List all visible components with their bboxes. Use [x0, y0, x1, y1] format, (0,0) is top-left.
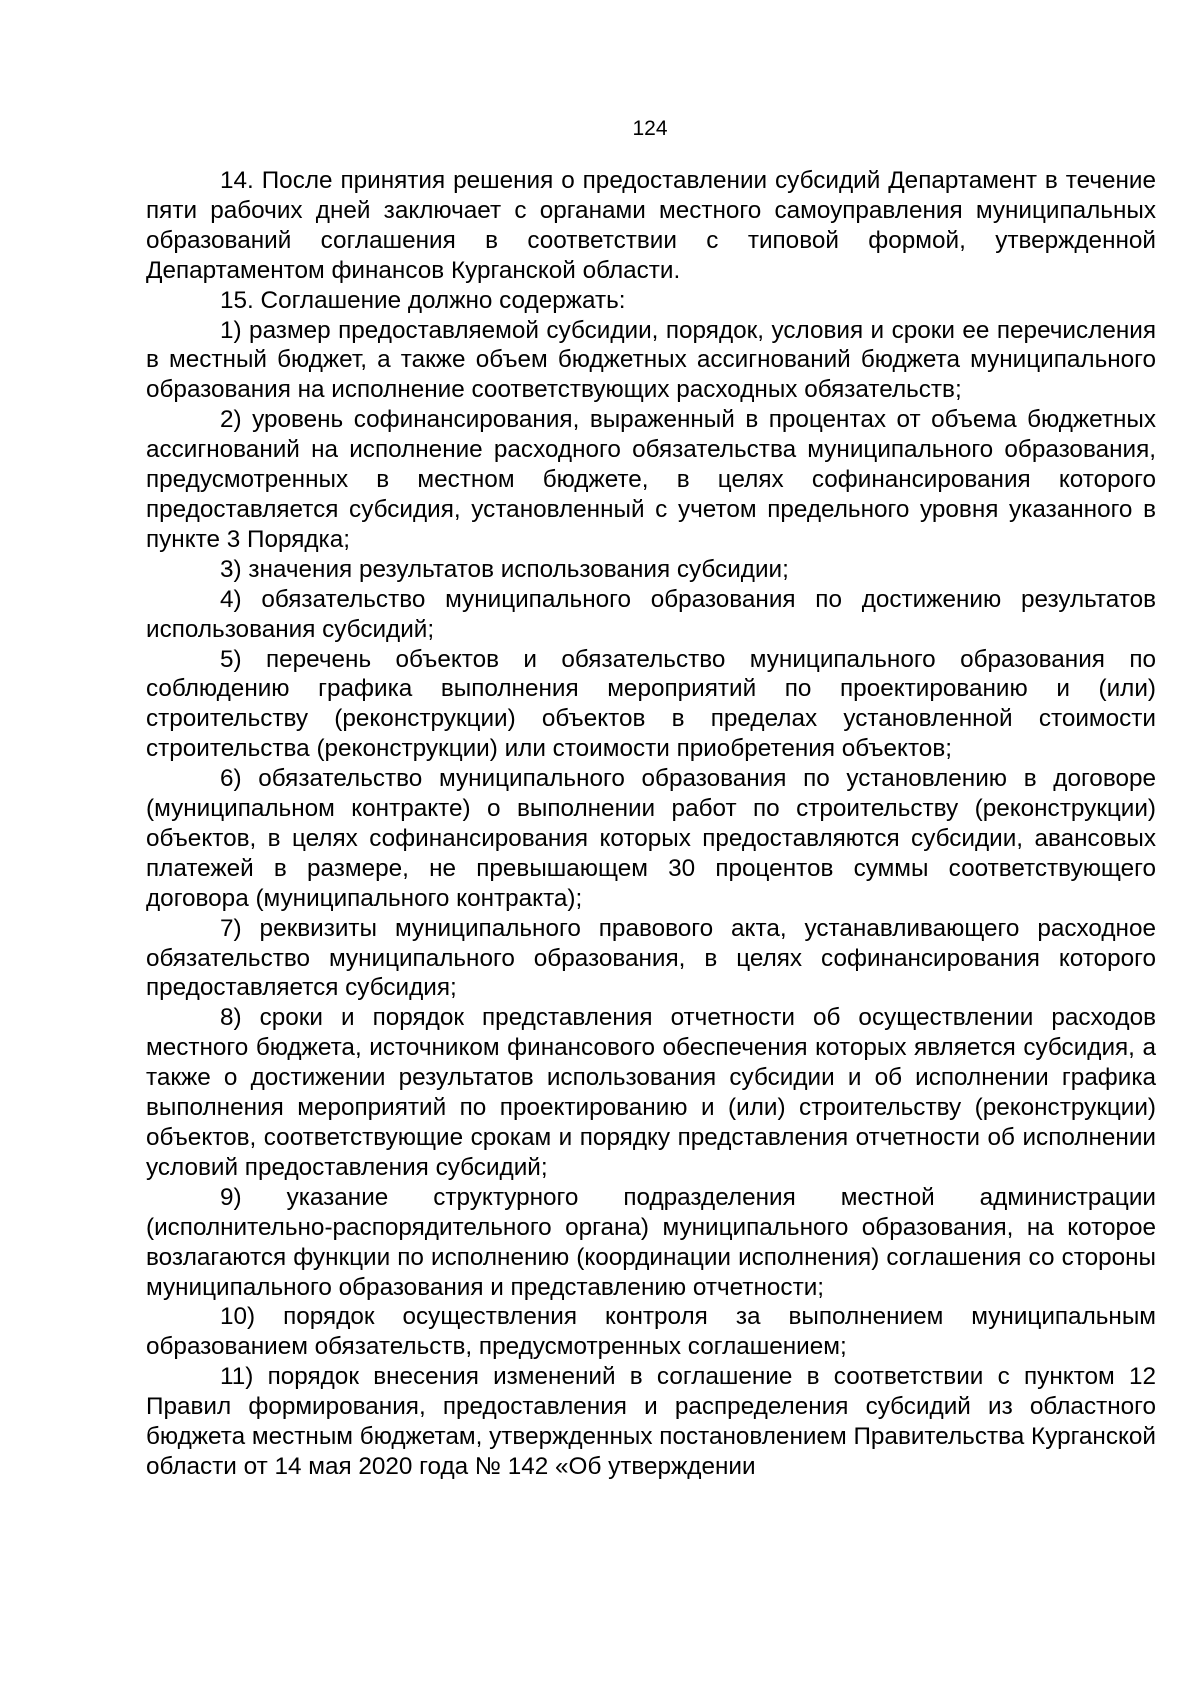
paragraph-15: 15. Соглашение должно содержать:	[220, 286, 626, 314]
list-item-2: 2) уровень софинансирования, выраженный в процентах от объема бюджетных ассигнований на исполнение расходного обязательства муниципального образования, предусмотренных в местном бюджете, в целях софинансирования которого предоставляется субсидия, установленный с учетом предельного уровня указанного в пункте 3 Порядка;	[146, 406, 1156, 553]
list-item-10: 10) порядок осуществления контроля за выполнением муниципальным образованием обязательств, предусмотренных соглашением;	[146, 1303, 1156, 1361]
list-item-3: 3) значения результатов использования субсидии;	[220, 555, 789, 583]
list-item-11: 11) порядок внесения изменений в соглашение в соответствии с пунктом 12 Правил формирования, предоставления и распределения субсидий из областного бюджета местным бюджетам, утвержденных постановлением Правительства Курганской области от 14 мая 2020 года № 142 «Об утверждении	[146, 1363, 1156, 1480]
page-number: 124	[632, 117, 668, 140]
document-body	[146, 166, 1156, 1482]
paragraph-14: 14. После принятия решения о предоставлении субсидий Департамент в течение пяти рабочих дней заключает с органами местного самоуправления муниципальных образований соглашения в соответствии с типовой формой, утвержденной Департаментом финансов Курганской области.	[146, 167, 1156, 284]
list-item-4: 4) обязательство муниципального образования по достижению результатов использования субсидий;	[146, 585, 1156, 643]
list-item-1: 1) размер предоставляемой субсидии, порядок, условия и сроки ее перечисления в местный бюджет, а также объем бюджетных ассигнований бюджета муниципального образования на исполнение соответствующих расходных обязательств;	[146, 316, 1156, 404]
list-item-8: 8) сроки и порядок представления отчетности об осуществлении расходов местного бюджета, источником финансового обеспечения которых является субсидия, а также о достижении результатов использования субсидии и об исполнении графика выполнения мероприятий по проектированию и (или) строительству (реконструкции) объектов, соответствующие срокам и порядку представления отчетности об исполнении условий предоставления субсидий;	[146, 1004, 1156, 1181]
list-item-5: 5) перечень объектов и обязательство муниципального образования по соблюдению графика выполнения мероприятий по проектированию и (или) строительству (реконструкции) объектов в пределах установленной стоимости строительства (реконструкции) или стоимости приобретения объектов;	[146, 645, 1156, 763]
list-item-9: 9) указание структурного подразделения местной администрации (исполнительно-распорядительного органа) муниципального образования, на которое возлагаются функции по исполнению (координации исполнения) соглашения со стороны муниципального образования и представлению отчетности;	[146, 1183, 1156, 1301]
list-item-7: 7) реквизиты муниципального правового акта, устанавливающего расходное обязательство муниципального образования, в целях софинансирования которого предоставляется субсидия;	[146, 914, 1156, 1002]
list-item-6: 6) обязательство муниципального образования по установлению в договоре (муниципальном контракте) о выполнении работ по строительству (реконструкции) объектов, в целях софинансирования которых предоставляются субсидии, авансовых платежей в размере, не превышающем 30 процентов суммы соответствующего договора (муниципального контракта);	[146, 765, 1156, 912]
